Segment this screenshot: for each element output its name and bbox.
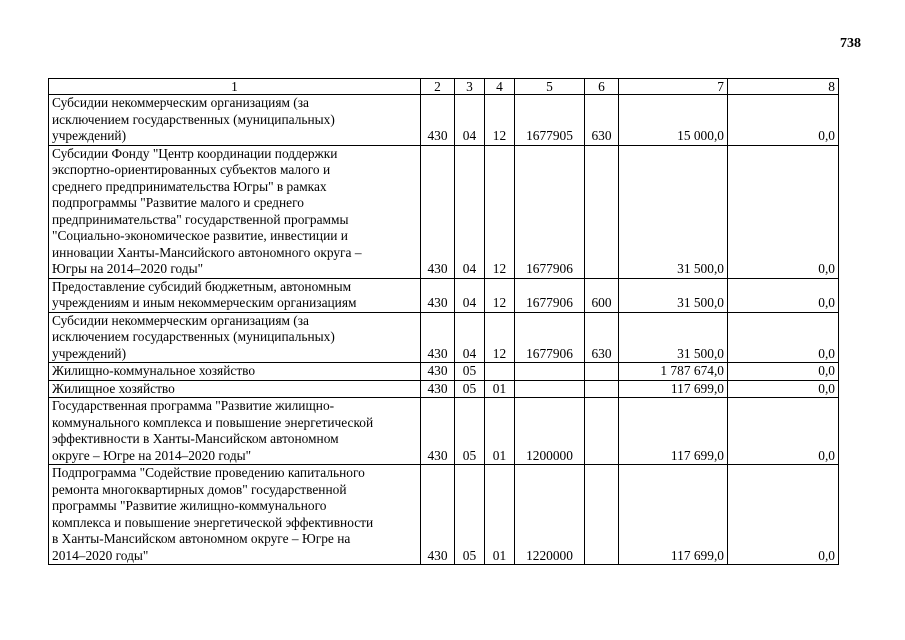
cell-subsection: 12: [485, 145, 515, 278]
cell-subsection: 01: [485, 398, 515, 465]
table-row: [49, 278, 839, 312]
cell-amount: 117 699,0: [619, 398, 728, 465]
cell-code: 430: [421, 278, 455, 312]
cell-amount: 1 787 674,0: [619, 363, 728, 381]
description-text: Жилищно-коммунальное хозяйство: [52, 363, 256, 378]
column-header: 7: [619, 79, 728, 95]
row-description: [49, 278, 421, 312]
column-header: 1: [49, 79, 421, 95]
table-row: [49, 465, 839, 565]
cell-amount: 31 500,0: [619, 145, 728, 278]
row-description: [49, 380, 421, 398]
cell-amount: 15 000,0: [619, 95, 728, 146]
budget-table: [48, 78, 839, 565]
cell-amount-2: 0,0: [728, 95, 839, 146]
row-description: [49, 95, 421, 146]
cell-expense-type: [585, 145, 619, 278]
cell-target-article: 1677906: [515, 312, 585, 363]
cell-amount: 31 500,0: [619, 278, 728, 312]
description-text: Жилищное хозяйство: [52, 380, 175, 396]
column-header: 5: [515, 79, 585, 95]
cell-amount-2: 0,0: [728, 312, 839, 363]
cell-target-article: 1677906: [515, 278, 585, 312]
cell-target-article: 1200000: [515, 398, 585, 465]
cell-amount: 117 699,0: [619, 465, 728, 565]
row-description: [49, 398, 421, 465]
cell-subsection: 12: [485, 312, 515, 363]
row-description: [49, 312, 421, 363]
cell-subsection: 12: [485, 278, 515, 312]
table-row: [49, 363, 839, 381]
column-header: 8: [728, 79, 839, 95]
cell-section: 04: [455, 278, 485, 312]
column-header: 3: [455, 79, 485, 95]
cell-code: 430: [421, 145, 455, 278]
cell-expense-type: [585, 398, 619, 465]
cell-code: 430: [421, 363, 455, 381]
row-description: [49, 145, 421, 278]
cell-amount-2: 0,0: [728, 363, 839, 381]
cell-expense-type: 630: [585, 95, 619, 146]
table-row: [49, 145, 839, 278]
cell-code: 430: [421, 380, 455, 398]
cell-section: 05: [455, 380, 485, 398]
cell-expense-type: 630: [585, 312, 619, 363]
cell-amount: 117 699,0: [619, 380, 728, 398]
cell-section: 04: [455, 312, 485, 363]
cell-expense-type: 600: [585, 278, 619, 312]
table-row: [49, 312, 839, 363]
cell-amount-2: 0,0: [728, 145, 839, 278]
column-header: 2: [421, 79, 455, 95]
cell-amount-2: 0,0: [728, 278, 839, 312]
row-description: [49, 363, 421, 381]
description-text: Субсидии Фонду "Центр координации поддержки экспортно-ориентированных субъектов малого и среднего предпринимательства Югры" в рамках подпрограммы "Развитие малого и среднего предпринимательства" государственной программы "Социально-экономическое развитие, инвестиции и инновации Ханты-Мансийского автономного округа – Югры на 2014–2020 годы": [52, 145, 362, 276]
cell-subsection: 01: [485, 465, 515, 565]
cell-target-article: 1677906: [515, 145, 585, 278]
cell-code: 430: [421, 95, 455, 146]
cell-target-article: 1677905: [515, 95, 585, 146]
cell-section: 05: [455, 363, 485, 381]
cell-expense-type: [585, 363, 619, 381]
table-row: [49, 398, 839, 465]
cell-subsection: 01: [485, 380, 515, 398]
cell-target-article: [515, 363, 585, 381]
cell-amount-2: 0,0: [728, 380, 839, 398]
table-body: [49, 95, 839, 565]
cell-subsection: 12: [485, 95, 515, 146]
cell-section: 05: [455, 465, 485, 565]
cell-code: 430: [421, 312, 455, 363]
cell-target-article: 1220000: [515, 465, 585, 565]
cell-code: 430: [421, 398, 455, 465]
description-text: Субсидии некоммерческим организациям (за исключением государственных (муниципальных) учреждений): [52, 95, 335, 143]
cell-subsection: [485, 363, 515, 381]
description-text: Подпрограмма "Содействие проведению капитального ремонта многоквартирных домов" государственной программы "Развитие жилищно-коммунального комплекса и повышение энергетической эффективности в Ханты-Мансийском автономном округе – Югре на 2014–2020 годы": [52, 465, 374, 563]
description-text: Предоставление субсидий бюджетным, автономным учреждениям и иным некоммерческим организациям: [52, 278, 357, 310]
table-row: [49, 95, 839, 146]
table-row: [49, 380, 839, 398]
row-description: [49, 465, 421, 565]
column-header: 6: [585, 79, 619, 95]
cell-code: 430: [421, 465, 455, 565]
cell-amount-2: 0,0: [728, 465, 839, 565]
cell-section: 04: [455, 95, 485, 146]
column-header: 4: [485, 79, 515, 95]
cell-section: 05: [455, 398, 485, 465]
cell-section: 04: [455, 145, 485, 278]
page-number: 738: [840, 36, 861, 51]
description-text: Государственная программа "Развитие жилищно- коммунального комплекса и повышение энергетической эффективности в Ханты-Мансийском автономном округе – Югре на 2014–2020 годы": [52, 398, 374, 463]
table-header-row: [49, 79, 839, 95]
cell-expense-type: [585, 380, 619, 398]
cell-amount-2: 0,0: [728, 398, 839, 465]
cell-expense-type: [585, 465, 619, 565]
description-text: Субсидии некоммерческим организациям (за исключением государственных (муниципальных) учреждений): [52, 312, 335, 361]
cell-amount: 31 500,0: [619, 312, 728, 363]
cell-target-article: [515, 380, 585, 398]
